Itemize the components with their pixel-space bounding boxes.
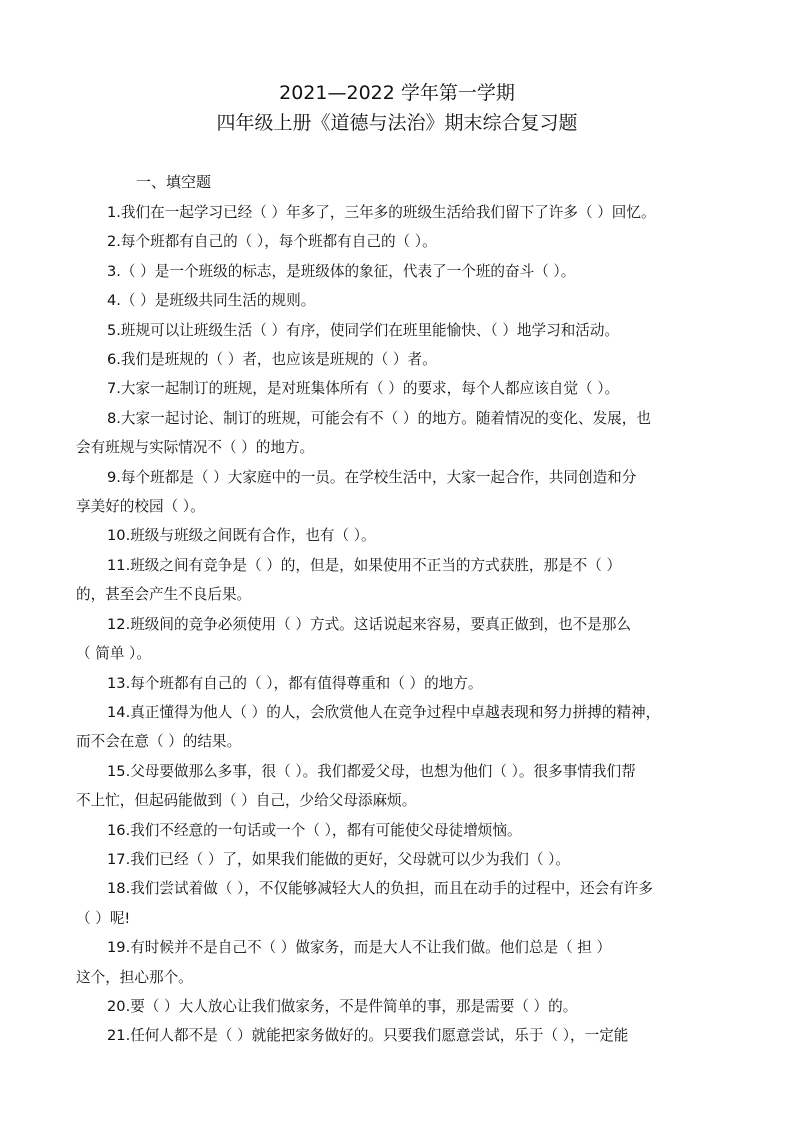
question-item [76, 669, 726, 698]
question-line: 3.（ ）是一个班级的标志，是班级体的象征，代表了一个班的奋斗（ ）。 [107, 262, 576, 280]
question-continuation-line: 的，甚至会产生不良后果。 [76, 586, 252, 604]
question-line: 12.班级间的竞争必须使用（ ）方式。这话说起来容易，要真正做到，也不是那么 [107, 615, 632, 633]
question-item [76, 257, 726, 286]
question-line: 6.我们是班规的（ ）者，也应该是班规的（ ）者。 [107, 351, 437, 369]
question-continuation-line: 而不会在意（ ）的结果。 [76, 733, 242, 751]
question-continuation-line: 这个，担心那个。 [76, 968, 193, 986]
question-line: 2.每个班都有自己的（ ），每个班都有自己的（ ）。 [107, 233, 437, 251]
question-item [76, 463, 726, 522]
question-continuation-line: （ ）呢! [76, 909, 131, 927]
question-line: 15.父母要做那么多事，很（ ）。我们都爱父母，也想为他们（ ）。很多事情我们帮 [107, 762, 636, 780]
question-item [76, 698, 726, 757]
question-line: 14.真正懂得为他人（ ）的人，会欣赏他人在竞争过程中卓越表现和努力拼搏的精神， [107, 703, 661, 721]
question-line: 17.我们已经（ ）了，如果我们能做的更好，父母就可以少为我们（ ）。 [107, 850, 571, 868]
question-item [76, 551, 726, 610]
question-line: 7.大家一起制订的班规，是对班集体所有（ ）的要求，每个人都应该自觉（ ）。 [107, 380, 620, 398]
question-line: 9.每个班都是（ ）大家庭中的一员。在学校生活中，大家一起合作，共同创造和分 [107, 468, 637, 486]
question-continuation-line: 享美好的校园（ ）。 [76, 498, 205, 516]
question-continuation-line: 会有班规与实际情况不（ ）的地方。 [76, 439, 315, 457]
question-item [76, 198, 726, 227]
question-line: 5.班规可以让班级生活（ ）有序，使同学们在班里能愉快、（ ）地学习和活动。 [107, 321, 620, 339]
title-line-2: 四年级上册《道德与法治》期末综合复习题 [216, 112, 578, 134]
question-line: 8.大家一起讨论、制订的班规，可能会有不（ ）的地方。随着情况的变化、发展，也 [107, 409, 651, 427]
question-item [76, 933, 726, 992]
question-line: 16.我们不经意的一句话或一个（ ），都有可能使父母徒增烦恼。 [107, 821, 522, 839]
question-item [76, 345, 726, 374]
question-line: 20.要（ ）大人放心让我们做家务，不是件简单的事，那是需要（ ）的。 [107, 997, 578, 1015]
question-line: 13.每个班都有自己的（ ），都有值得尊重和（ ）的地方。 [107, 674, 483, 692]
question-line: 1.我们在一起学习已经（ ）年多了，三年多的班级生活给我们留下了许多（ ）回忆。 [107, 204, 656, 221]
question-item [76, 992, 726, 1021]
question-item [76, 874, 726, 933]
question-item [76, 286, 726, 315]
question-item [76, 1021, 726, 1050]
question-item [76, 757, 726, 816]
question-line: 11.班级之间有竞争是（ ）的，但是，如果使用不正当的方式获胜，那是不（ ） [107, 556, 622, 574]
question-line: 18.我们尝试着做（ ），不仅能够减轻大人的负担，而且在动手的过程中，还会有许多 [107, 880, 653, 898]
question-line: 21.任何人都不是（ ）就能把家务做好的。只要我们愿意尝试，乐于（ ），一定能 [107, 1027, 629, 1045]
section-heading: 一、填空题 [136, 173, 212, 191]
question-item [76, 816, 726, 845]
question-item [76, 404, 726, 463]
question-line: 4.（ ）是班级共同生活的规则。 [107, 292, 316, 310]
question-line: 19.有时候并不是自己不（ ）做家务，而是大人不让我们做。他们总是（ 担 ） [107, 939, 612, 957]
question-item [76, 521, 726, 550]
question-item [76, 845, 726, 874]
question-list [76, 198, 726, 1051]
question-continuation-line: （ 简单 ）。 [76, 645, 151, 663]
question-continuation-line: 不上忙，但起码能做到（ ）自己，少给父母添麻烦。 [76, 792, 417, 810]
question-item [76, 374, 726, 403]
question-item [76, 316, 726, 345]
question-item [76, 227, 726, 256]
question-item [76, 610, 726, 669]
title-line-1: 2021—2022 学年第一学期 [279, 82, 515, 104]
question-line: 10.班级与班级之间既有合作，也有（ ）。 [107, 527, 376, 545]
